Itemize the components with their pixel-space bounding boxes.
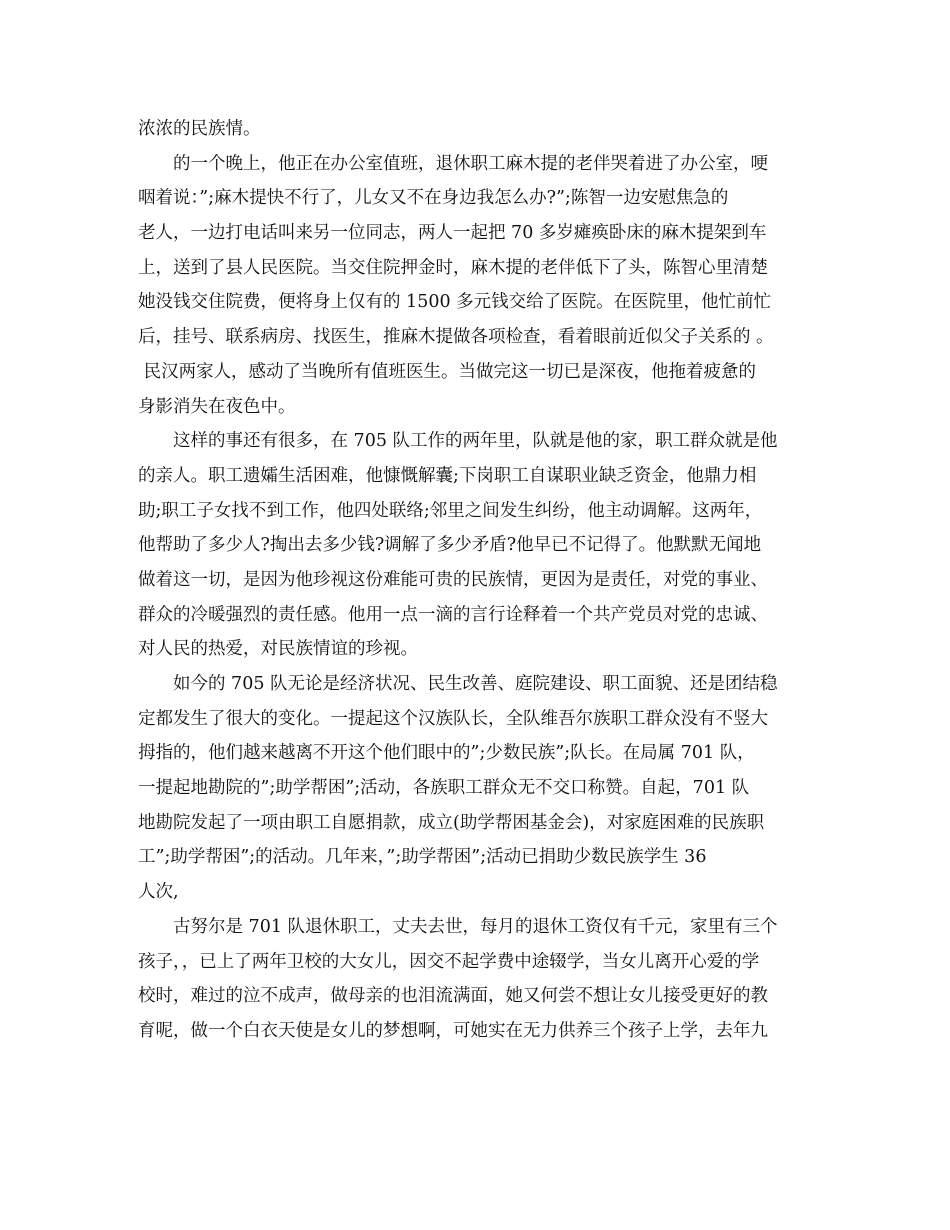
text-line: 育呢，做一个白衣天使是女儿的梦想啊，可她实在无力供养三个孩子上学，去年九 <box>138 1020 768 1041</box>
body-text <box>138 112 822 1049</box>
text-line: 这样的事还有很多，在 705 队工作的两年里，队就是他的家，职工群众就是他 <box>138 431 778 452</box>
text-line: 咽着说：”;麻木提快不行了，儿女又不在身边我怎么办?”;陈智一边安慰焦急的 <box>138 188 729 209</box>
text-line: 浓浓的民族情。 <box>138 119 261 139</box>
text-line: 她没钱交住院费，便将身上仅有的 1500 多元钱交给了医院。在医院里，他忙前忙 <box>138 292 772 313</box>
text-line: 对人民的热爱，对民族情谊的珍视。 <box>138 639 418 660</box>
text-line: 后，挂号、联系病房、找医生，推麻木提做各项检查，看着眼前近似父子关系的 。 <box>138 327 774 348</box>
text-line: 民汉两家人，感动了当晚所有值班医生。当做完这一切已是深夜，他拖着疲惫的 <box>138 361 757 382</box>
text-line: 如今的 705 队无论是经济状况、民生改善、庭院建设、职工面貌、还是团结稳 <box>138 674 778 694</box>
text-line: 老人，一边打电话叫来另一位同志，两人一起把 70 多岁瘫痪卧床的麻木提架到车 <box>138 223 767 244</box>
text-line: 地勘院发起了一项由职工自愿捐款，成立(助学帮困基金会)，对家庭困难的民族职 <box>138 812 765 833</box>
text-line: 人次, <box>138 882 179 903</box>
text-line: 做着这一切，是因为他珍视这份难能可贵的民族情，更因为是责任，对党的事业、 <box>138 569 768 590</box>
text-line: 上，送到了县人民医院。当交住院押金时，麻木提的老伴低下了头，陈智心里清楚 <box>138 257 768 278</box>
text-line: 助;职工子女找不到工作，他四处联络;邻里之间发生纠纷，他主动调解。这两年， <box>138 500 763 521</box>
text-line: 他帮助了多少人?掏出去多少钱?调解了多少矛盾?他早已不记得了。他默默无闻地 <box>138 535 762 556</box>
text-line: 的亲人。职工遗孀生活困难，他慷慨解囊;下岗职工自谋职业缺乏资金，他鼎力相 <box>138 465 757 486</box>
text-line: 一提起地勘院的”;助学帮困”;活动，各族职工群众无不交口称赞。自起，701 队 <box>138 778 750 799</box>
text-line: 拇指的，他们越来越离不开这个他们眼中的”;少数民族”;队长。在局属 701 队， <box>138 743 755 764</box>
text-line: 身影消失在夜色中。 <box>138 396 296 417</box>
text-line: 校时，难过的泣不成声，做母亲的也泪流满面，她又何尝不想让女儿接受更好的教 <box>138 986 768 1007</box>
text-line: 工”;助学帮困”;的活动。几年来，”;助学帮困”;活动已捐助少数民族学生 36 <box>138 847 707 868</box>
text-line: 古努尔是 701 队退休职工，丈夫去世，每月的退休工资仅有千元，家里有三个 <box>138 916 778 937</box>
text-line: 定都发生了很大的变化。一提起这个汉族队长，全队维吾尔族职工群众没有不竖大 <box>138 708 768 729</box>
text-line: 的一个晚上，他正在办公室值班，退休职工麻木提的老伴哭着进了办公室，哽 <box>138 153 768 174</box>
text-line: 孩子，，已上了两年卫校的大女儿，因交不起学费中途辍学，当女儿离开心爱的学 <box>138 951 760 972</box>
text-line: 群众的冷暖强烈的责任感。他用一点一滴的言行诠释着一个共产党员对党的忠诚、 <box>138 604 768 625</box>
